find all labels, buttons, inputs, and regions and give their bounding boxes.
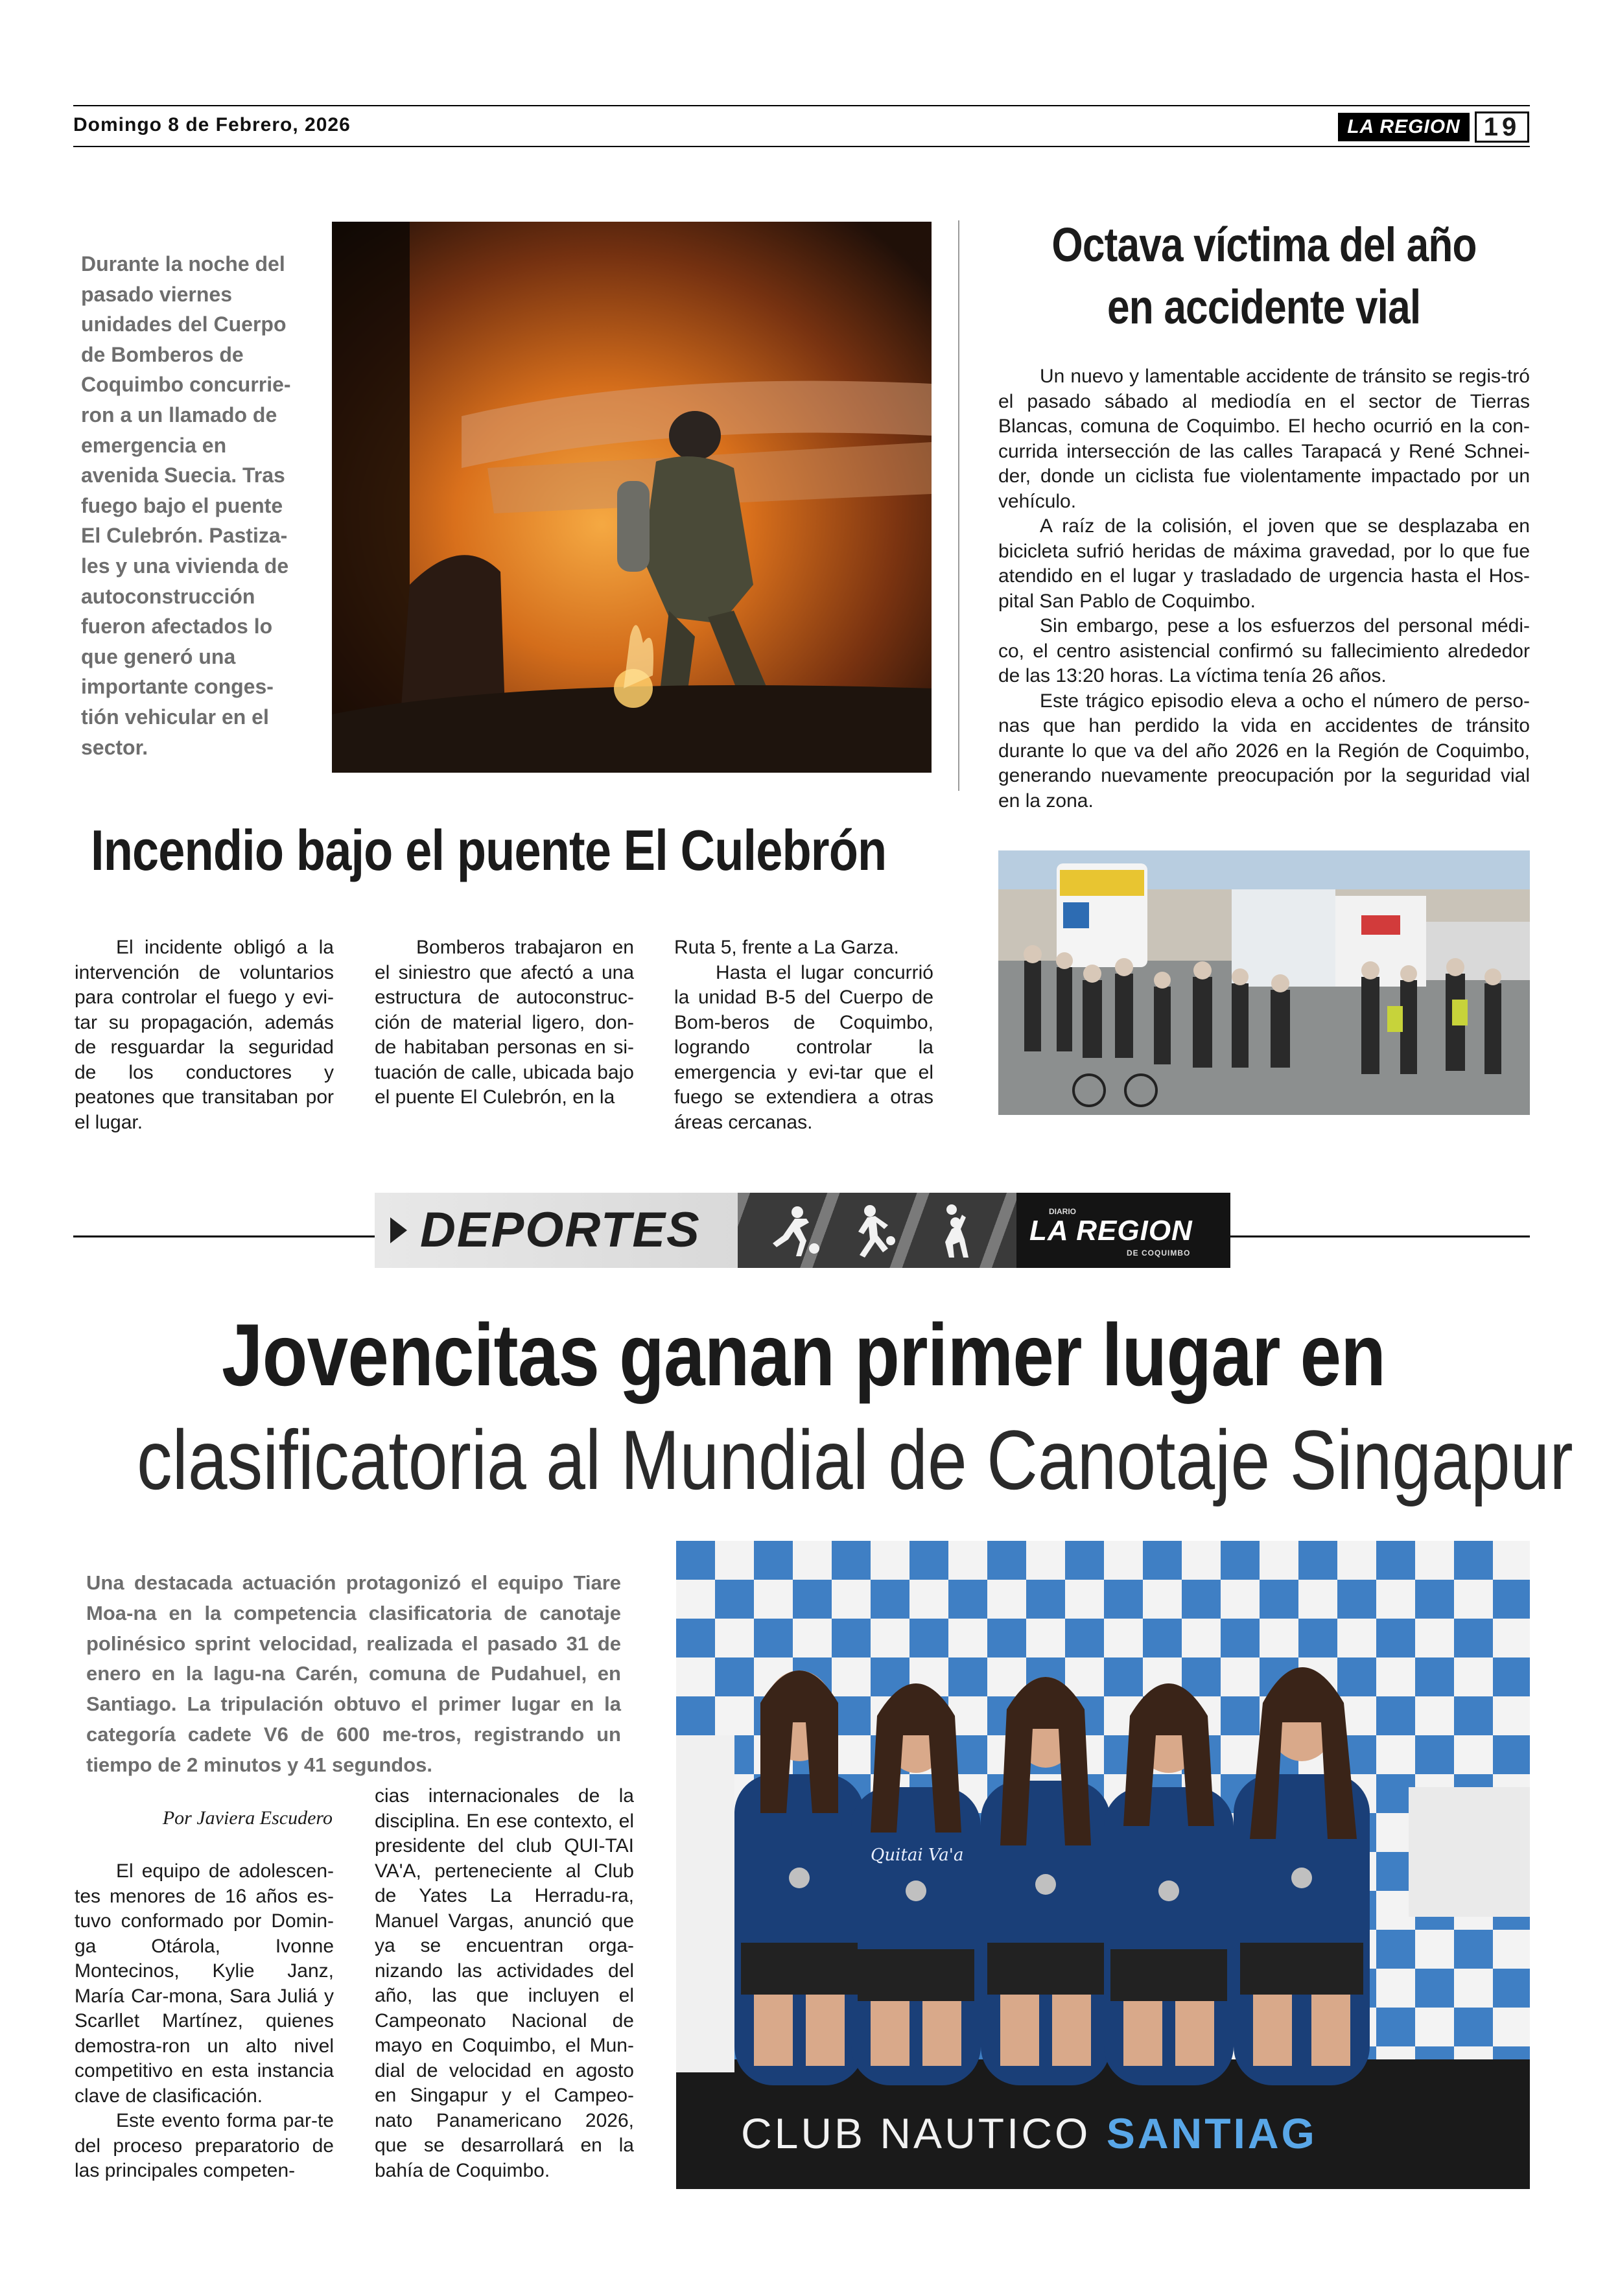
- sports-left-rule: [73, 1236, 375, 1237]
- accident-paragraph-1: Un nuevo y lamentable accidente de tránsito se regis-tró el pasado sábado al mediodía en el sector de Tierras Blancas, comuna de Coquimbo. El hecho ocurrió en la con-currida intersección de las calles Tarapacá y René Schnei-der, donde un ciclista fue violentamente impactado por un vehículo.: [998, 366, 1530, 512]
- fire-col-3: [674, 935, 933, 1135]
- accident-body: [998, 364, 1530, 814]
- sports-right-rule: [1230, 1236, 1530, 1237]
- header-bottom-rule: [73, 146, 1530, 147]
- canoe-lead: Una destacada actuación protagonizó el equipo Tiare Moa-na en la competencia clasificatoria de canotaje polinésico sprint velocidad, realizada el pasado 31 de enero en la lagu-na Carén, comuna de Pudahuel, en Santiago. La tripulación obtuvo el primer lugar en la categoría cadete V6 de 600 me-tros, registrando un tiempo de 2 minutos y 41 segundos.: [86, 1571, 621, 1776]
- photo-jersey-text: Quitai Va'a: [871, 1845, 964, 1865]
- canoe-headline-line-1: Jovencitas ganan primer lugar en: [221, 1306, 1386, 1404]
- banner-logo: LA REGION: [1029, 1215, 1193, 1247]
- canoe-headline-line-2: clasificatoria al Mundial de Canotaje Singapur: [137, 1412, 1573, 1507]
- volleyball-player-icon: [926, 1203, 984, 1259]
- fire-col-3-text-1: Ruta 5, frente a La Garza.: [674, 937, 899, 958]
- fire-col-1-text: El incidente obligó a la intervención de voluntarios para controlar el fuego y evi-tar su propagación, además de resguardar la seguridad de los conductores y peatones que transitaban por el lugar.: [75, 937, 334, 1133]
- accident-headline-line-2: en accidente vial: [1107, 280, 1421, 334]
- fire-col-2-text: Bomberos trabajaron en el siniestro que afectó a una estructura de autoconstruc-ción de material ligero, don-de habitaban personas en si-tuación de calle, ubicada bajo el puente El Culebrón, en la: [375, 937, 634, 1108]
- canoe-team-photo: [676, 1541, 1530, 2189]
- fire-headline-text: Incendio bajo el puente El Culebrón: [91, 818, 887, 882]
- canoe-headline-line-1-wrap: [0, 1306, 1607, 1404]
- masthead-logo: LA REGION: [1338, 113, 1470, 141]
- accident-paragraph-4: Este trágico episodio eleva a ocho el número de perso-nas que han perdido la vida en accidentes de tránsito durante lo que va del año 2026 en la Región de Coquimbo, generando nuevamente preocupación por la seguridad vial en la zona.: [998, 690, 1530, 812]
- accident-paragraph-3: Sin embargo, pese a los esfuerzos del personal médi-co, el centro asistencial confirmó su fallecimiento alrededor de las 13:20 horas. La víctima tenía 26 años.: [998, 615, 1530, 686]
- accident-photo: [998, 850, 1530, 1115]
- photo-banner-right: SANTIAG: [1106, 2109, 1317, 2157]
- photo-banner-text: [741, 2109, 1317, 2158]
- play-arrow-icon: [390, 1217, 407, 1243]
- firefighter-fire-image: [332, 222, 932, 773]
- soccer-player-icon: [764, 1203, 822, 1259]
- banner-logo-sub: DE COQUIMBO: [1127, 1248, 1191, 1258]
- fire-photo: [332, 222, 932, 773]
- issue-date: Domingo 8 de Febrero, 2026: [73, 114, 351, 135]
- page-number: 19: [1475, 111, 1529, 143]
- column-divider: [958, 220, 959, 791]
- canoe-col-1-text-2: Este evento forma par-te del proceso preparatorio de las principales competen-: [75, 2110, 334, 2181]
- fire-col-3-text-2: Hasta el lugar concurrió la unidad B-5 del Cuerpo de Bom-beros de Coquimbo, logrando controlar la emergencia y evi-tar que el fuego se extendiera a otras áreas cercanas.: [674, 961, 933, 1133]
- accident-headline: [998, 214, 1530, 338]
- section-title: DEPORTES: [420, 1202, 701, 1258]
- canoe-col-1: [75, 1859, 334, 2184]
- accident-headline-line-1: Octava víctima del año: [1051, 218, 1477, 272]
- canoe-col-2-text: cias internacionales de la disciplina. En ese contexto, el presidente del club QUI-TAI VA'A, perteneciente al Club de Yates La Herradu-ra, Manuel Vargas, anunció que ya se encuentran orga-nizando las actividades del año, las que incluyen el Campeonato Nacional de mayo en Coquimbo, el Mun-dial de velocidad en agosto en Singapur y el Campeo-nato Panamericano 2026, que se desarrollará en la bahía de Coquimbo.: [375, 1785, 634, 2181]
- canoe-headline-line-2-wrap: [0, 1414, 1607, 1505]
- accident-paragraph-2: A raíz de la colisión, el joven que se desplazaba en bicicleta sufrió heridas de máxima gravedad, por lo que fue atendido en el lugar y trasladado de urgencia hasta el Hos-pital San Pablo de Coquimbo.: [998, 515, 1530, 612]
- header-top-rule: [73, 105, 1530, 106]
- fire-photo-caption: Durante la noche del pasado viernes unidades del Cuerpo de Bomberos de Coquimbo concurrie-ron a un llamado de emergencia en avenida Suecia. Tras fuego bajo el puente El Culebrón. Pastiza-les y una vivienda de autoconstrucción fueron afectados lo que generó una importante conges-tión vehicular en el sector.: [81, 252, 291, 759]
- fire-col-2: [375, 935, 634, 1110]
- fire-col-1: [75, 935, 334, 1135]
- banner-logo-top: DIARIO: [1049, 1207, 1076, 1216]
- podium-team-image: [676, 1541, 1530, 2189]
- canoe-col-2: [375, 1784, 634, 2183]
- photo-banner-left: CLUB NAUTICO: [741, 2109, 1091, 2157]
- canoe-col-1-text-1: El equipo de adolescen-tes menores de 16 años es-tuvo conformado por Domin-ga Otárola, Ivonne Montecinos, Kylie Janz, María Car-mona, Sara Juliá y Scarllet Martínez, quienes demostra-ron un alto nivel competitivo en esta instancia clave de clasificación.: [75, 1860, 334, 2107]
- football-kick-icon: [841, 1203, 900, 1259]
- canoe-byline: Por Javiera Escudero: [162, 1807, 333, 1829]
- accident-scene-image: [998, 850, 1530, 1115]
- sports-section-banner: [375, 1193, 1230, 1268]
- fire-headline: [91, 818, 940, 883]
